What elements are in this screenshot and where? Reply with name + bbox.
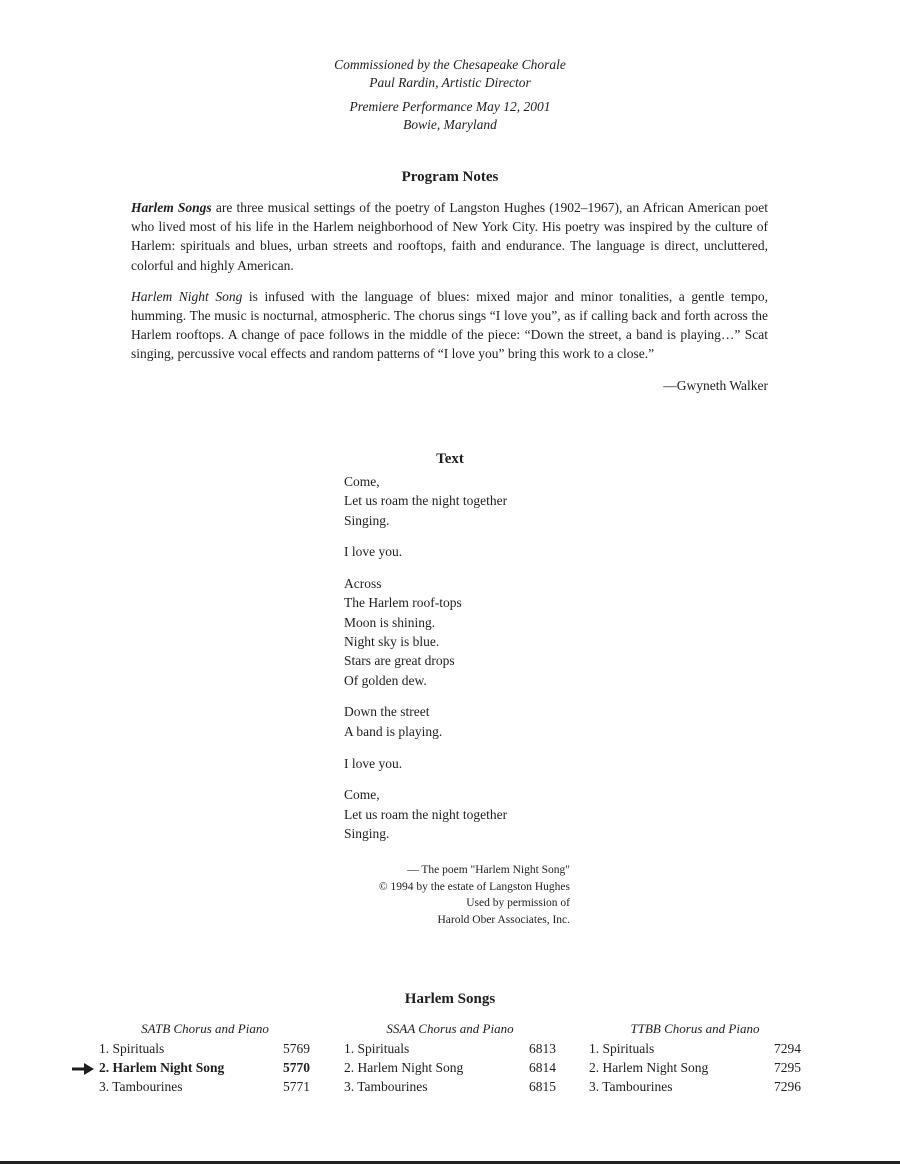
location-line: Bowie, Maryland [403, 117, 497, 132]
premiere-line: Premiere Performance May 12, 2001 [349, 99, 551, 114]
ttbb-item-1-label: 1. Spirituals [589, 1041, 655, 1056]
ssaa-item-2-number: 6814 [529, 1060, 556, 1075]
program-notes-title: Program Notes [401, 169, 499, 185]
satb-heading: SATB Chorus and Piano [141, 1021, 269, 1036]
ssaa-item-2-label: 2. Harlem Night Song [344, 1060, 464, 1075]
ttbb-item-2-number: 7295 [774, 1060, 801, 1075]
ttbb-item-2-label: 2. Harlem Night Song [589, 1060, 709, 1075]
ssaa-item-1-label: 1. Spirituals [344, 1041, 410, 1056]
poem-line: Night sky is blue. [344, 634, 440, 650]
poem-line: Come, [344, 787, 380, 803]
poem-line: Stars are great drops [344, 653, 455, 669]
notes-p1-body: are three musical settings of the poetry of Langston Hughes (1902–1967), an African American poet who lived most of his life in the Harlem neighborhood of New York City. His poetry was inspired by the culture of Harlem: spirituals and blues, urban streets and rooftops, faith and endurance. The language is direct, uncluttered, colorful and highly American. [131, 200, 768, 273]
poem-stanza [344, 574, 664, 690]
poem-line: The Harlem roof-tops [344, 595, 462, 611]
notes-paragraph-2 [131, 287, 768, 364]
commission-line: Commissioned by the Chesapeake Chorale [334, 57, 566, 72]
ssaa-item-3-number: 6815 [529, 1079, 556, 1094]
ttbb-item-3-label: 3. Tambourines [589, 1079, 673, 1094]
satb-item-1-number: 5769 [283, 1041, 310, 1056]
satb-item-2-number: 5770 [283, 1060, 310, 1075]
text-title: Text [436, 451, 464, 467]
satb-item-3-number: 5771 [283, 1079, 310, 1094]
ttbb-heading: TTBB Chorus and Piano [630, 1021, 760, 1036]
poem-credit-line: — The poem "Harlem Night Song" [407, 864, 570, 876]
notes-p1-title: Harlem Songs [131, 200, 212, 215]
poem-stanza [344, 785, 664, 843]
poem-line: Let us roam the night together [344, 493, 508, 509]
poem-line: Of golden dew. [344, 672, 427, 688]
ttbb-item-3-number: 7296 [774, 1079, 801, 1094]
poem-line: Singing. [344, 512, 390, 528]
right-arrow-icon [72, 1062, 94, 1076]
poem-stanza [344, 702, 664, 741]
ttbb-item-1-number: 7294 [774, 1041, 801, 1056]
poem-line: Across [344, 576, 382, 592]
notes-p2-body: is infused with the language of blues: mixed major and minor tonalities, a gentle tempo, humming. The music is nocturnal, atmospheric. The chorus sings “I love you”, as if calling back and forth across the Harlem rooftops. A change of pace follows in the middle of the piece: “Down the street, a band is playing…” Scat singing, percussive vocal effects and random patterns of “I love you” bring this work to a close.” [131, 288, 768, 362]
poem-credit-line: © 1994 by the estate of Langston Hughes [378, 880, 570, 893]
poem-line: Let us roam the night together [344, 806, 508, 822]
satb-item-3-label: 3. Tambourines [99, 1079, 183, 1094]
poem-line: Moon is shining. [344, 614, 436, 630]
poem-line: Come, [344, 474, 380, 489]
poem-stanza [344, 542, 664, 561]
poem-line: Down the street [344, 704, 430, 720]
notes-attribution: —Gwyneth Walker [663, 378, 768, 393]
poem-line: I love you. [344, 544, 403, 560]
catalog-title: Harlem Songs [404, 991, 496, 1007]
poem-stanza [344, 472, 664, 530]
poem-line: A band is playing. [344, 723, 443, 739]
ssaa-item-1-number: 6813 [529, 1041, 556, 1056]
artistic-director-line: Paul Rardin, Artistic Director [369, 75, 531, 90]
poem-stanza [344, 754, 664, 773]
poem-line: I love you. [344, 755, 403, 771]
poem [344, 472, 664, 856]
satb-item-1-label: 1. Spirituals [99, 1041, 165, 1056]
poem-line: Singing. [344, 825, 390, 841]
ssaa-heading: SSAA Chorus and Piano [386, 1021, 514, 1036]
program-notes-body [131, 198, 768, 364]
poem-credit-line: Used by permission of [466, 897, 570, 910]
notes-p2-title: Harlem Night Song [131, 288, 243, 304]
ssaa-item-3-label: 3. Tambourines [344, 1079, 428, 1094]
satb-item-2-label: 2. Harlem Night Song [99, 1060, 225, 1075]
notes-paragraph-1 [131, 198, 768, 275]
poem-credit-line: Harold Ober Associates, Inc. [437, 913, 570, 926]
poem-credit [270, 862, 570, 928]
